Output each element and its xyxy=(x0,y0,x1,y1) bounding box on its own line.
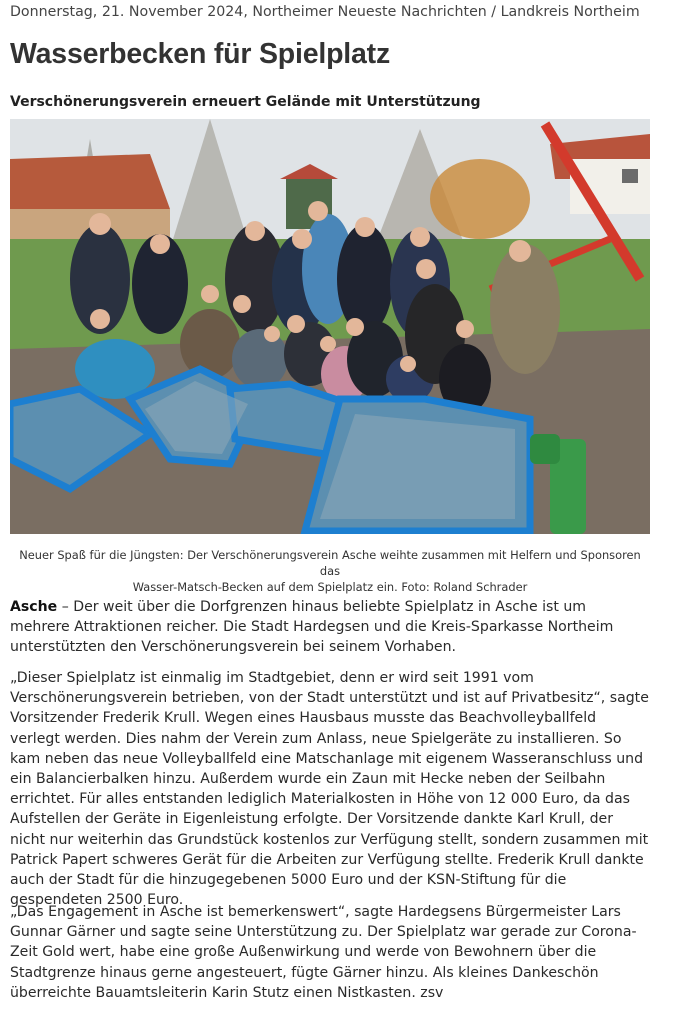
caption-line-2: Wasser-Matsch-Becken auf dem Spielplatz ein. Foto: Roland Schrader xyxy=(132,580,528,594)
headline: Wasserbecken für Spielplatz xyxy=(10,38,391,70)
caption-line-1: Neuer Spaß für die Jüngsten: Der Verschönerungsverein Asche weihte zusammen mit Helfern und Sponsoren das xyxy=(19,548,641,578)
subheadline: Verschönerungsverein erneuert Gelände mit Unterstützung xyxy=(10,94,481,110)
paragraph-lead-location: Asche xyxy=(10,599,58,615)
article-paragraph-3: „Das Engagement in Asche ist bemerkenswert“, sagte Hardegsens Bürgermeister Lars Gunnar Gärner und sagte seine Unterstützung zu. Der Spielplatz war gerade zur Corona-Zeit Gold wert, habe eine große Außenwirkung und werde von Bewohnern über die Stadtgrenze hinaus gerne angesteuert, fügte Gärner hinzu. Als kleines Dankeschön überreichte Bauamtsleiterin Karin Stutz einen Nistkasten. zsv xyxy=(10,904,637,1001)
article-paragraph-2: „Dieser Spielplatz ist einmalig im Stadtgebiet, denn er wird seit 1991 vom Verschönerungsverein betrieben, von der Stadt unterstützt und ist auf Privatbesitz“, sagte Vorsitzender Frederik Krull. Wegen eines Hausbaus musste das Beachvolleyballfeld verlegt werden. Dies nahm der Verein zum Anlass, neue Spielgeräte zu installieren. So kam neben das neue Volleyballfeld eine Matschanlage mit eigenem Wasseranschluss und ein Balancierbalken hinzu. Außerdem wurde ein Zaun mit Hecke neben der Seilbahn errichtet. Für alles entstanden lediglich Materialkosten in Höhe von 12 000 Euro, da das Aufstellen der Geräte in Eigenleistung erfolgte. Der Vorsitzende dankte Karl Krull, der nicht nur weiterhin das Grundstück kostenlos zur Verfügung stellt, sondern zusammen mit Patrick Papert schweres Gerät für die Arbeiten zur Verfügung stellte. Frederik Krull dankte auch der Stadt für die hinzugegebenen 5000 Euro und der KSN-Stiftung für die gespendeten 2500 Euro. xyxy=(10,670,649,909)
article-photo xyxy=(10,119,650,534)
dateline: Donnerstag, 21. November 2024, Northeimer Neueste Nachrichten / Landkreis Northeim xyxy=(10,4,640,20)
article-paragraph-1 xyxy=(10,597,650,658)
paragraph-1-text: – Der weit über die Dorfgrenzen hinaus beliebte Spielplatz in Asche ist um mehrere Attraktionen reicher. Die Stadt Hardegsen und die Kreis-Sparkasse Northeim unterstützten den Verschönerungsverein bei seinem Vorhaben. xyxy=(10,599,614,656)
photo-caption xyxy=(10,547,650,595)
